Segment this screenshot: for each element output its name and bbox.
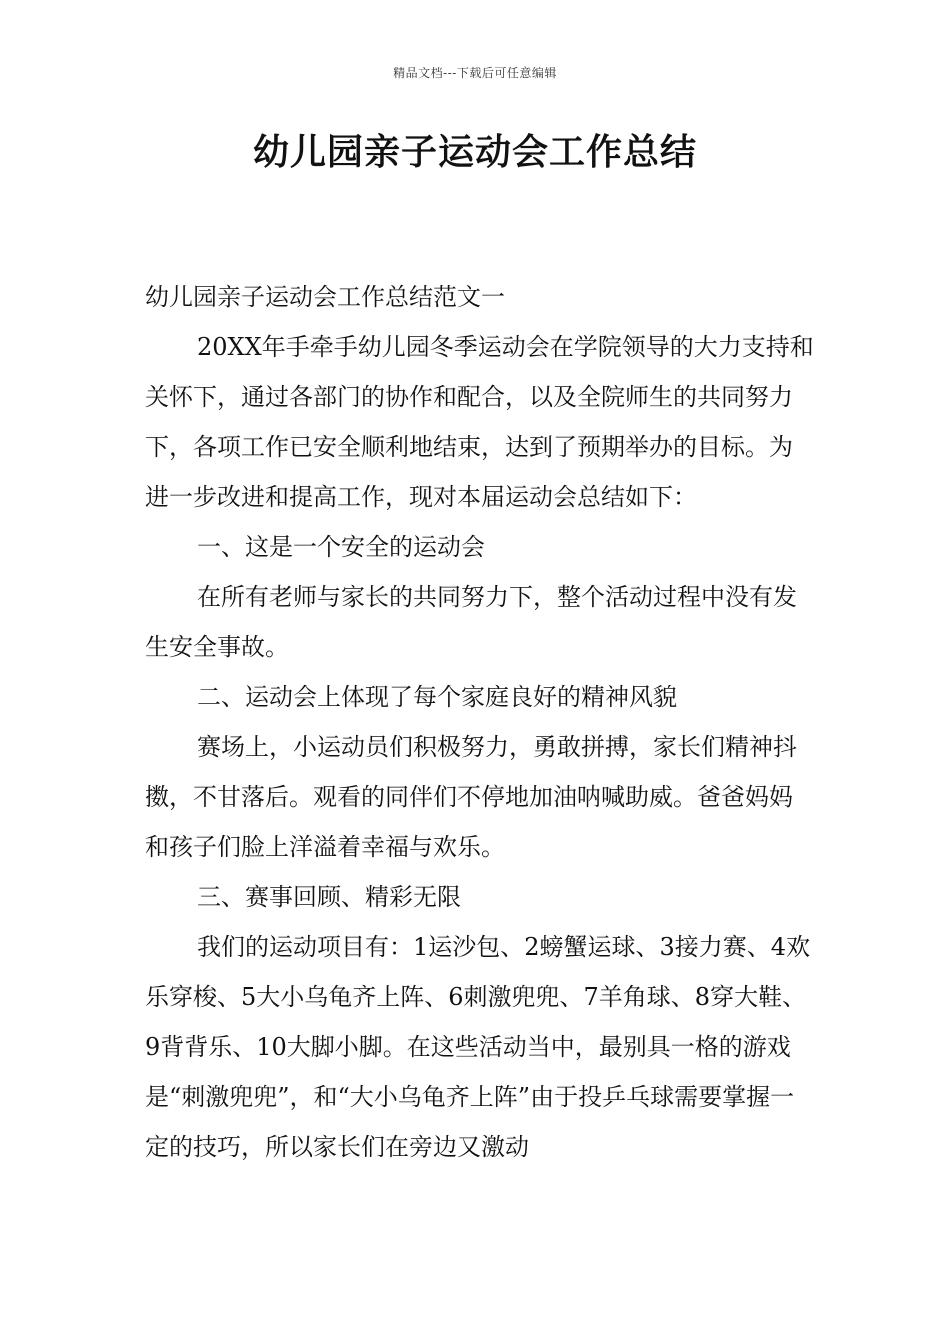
section-heading-1: 一、这是一个安全的运动会 (197, 533, 485, 561)
section-3-paragraph: 我们的运动项目有：1运沙包、2螃蟹运球、3接力赛、4欢乐穿梭、5大小乌龟齐上阵、6刺激兜兜、7羊角球、8穿大鞋、9背背乐、10大脚小脚。在这些活动当中，最别具一格的游戏是“刺激兜兜”，和“大小乌龟齐上阵”由于投乒乓球需要掌握一定的技巧，所以家长们在旁边又激动 (145, 933, 811, 1161)
section-heading-3: 三、赛事回顾、精彩无限 (197, 883, 461, 911)
section-1-paragraph: 在所有老师与家长的共同努力下，整个活动过程中没有发生安全事故。 (145, 583, 797, 661)
document-body (145, 272, 815, 1172)
intro-paragraph: 20XX年手牵手幼儿园冬季运动会在学院领导的大力支持和关怀下，通过各部门的协作和配合，以及全院师生的共同努力下，各项工作已安全顺利地结束，达到了预期举办的目标。为进一步改进和提高工作，现对本届运动会总结如下： (145, 333, 814, 511)
section-2-paragraph: 赛场上，小运动员们积极努力，勇敢拼搏，家长们精神抖擞，不甘落后。观看的同伴们不停地加油呐喊助威。爸爸妈妈和孩子们脸上洋溢着幸福与欢乐。 (145, 733, 797, 861)
page-header-note: 精品文档---下载后可任意编辑 (393, 66, 557, 80)
section-subtitle: 幼儿园亲子运动会工作总结范文一 (145, 283, 505, 311)
document-title: 幼儿园亲子运动会工作总结 (252, 132, 697, 173)
section-heading-2: 二、运动会上体现了每个家庭良好的精神风貌 (197, 683, 677, 711)
